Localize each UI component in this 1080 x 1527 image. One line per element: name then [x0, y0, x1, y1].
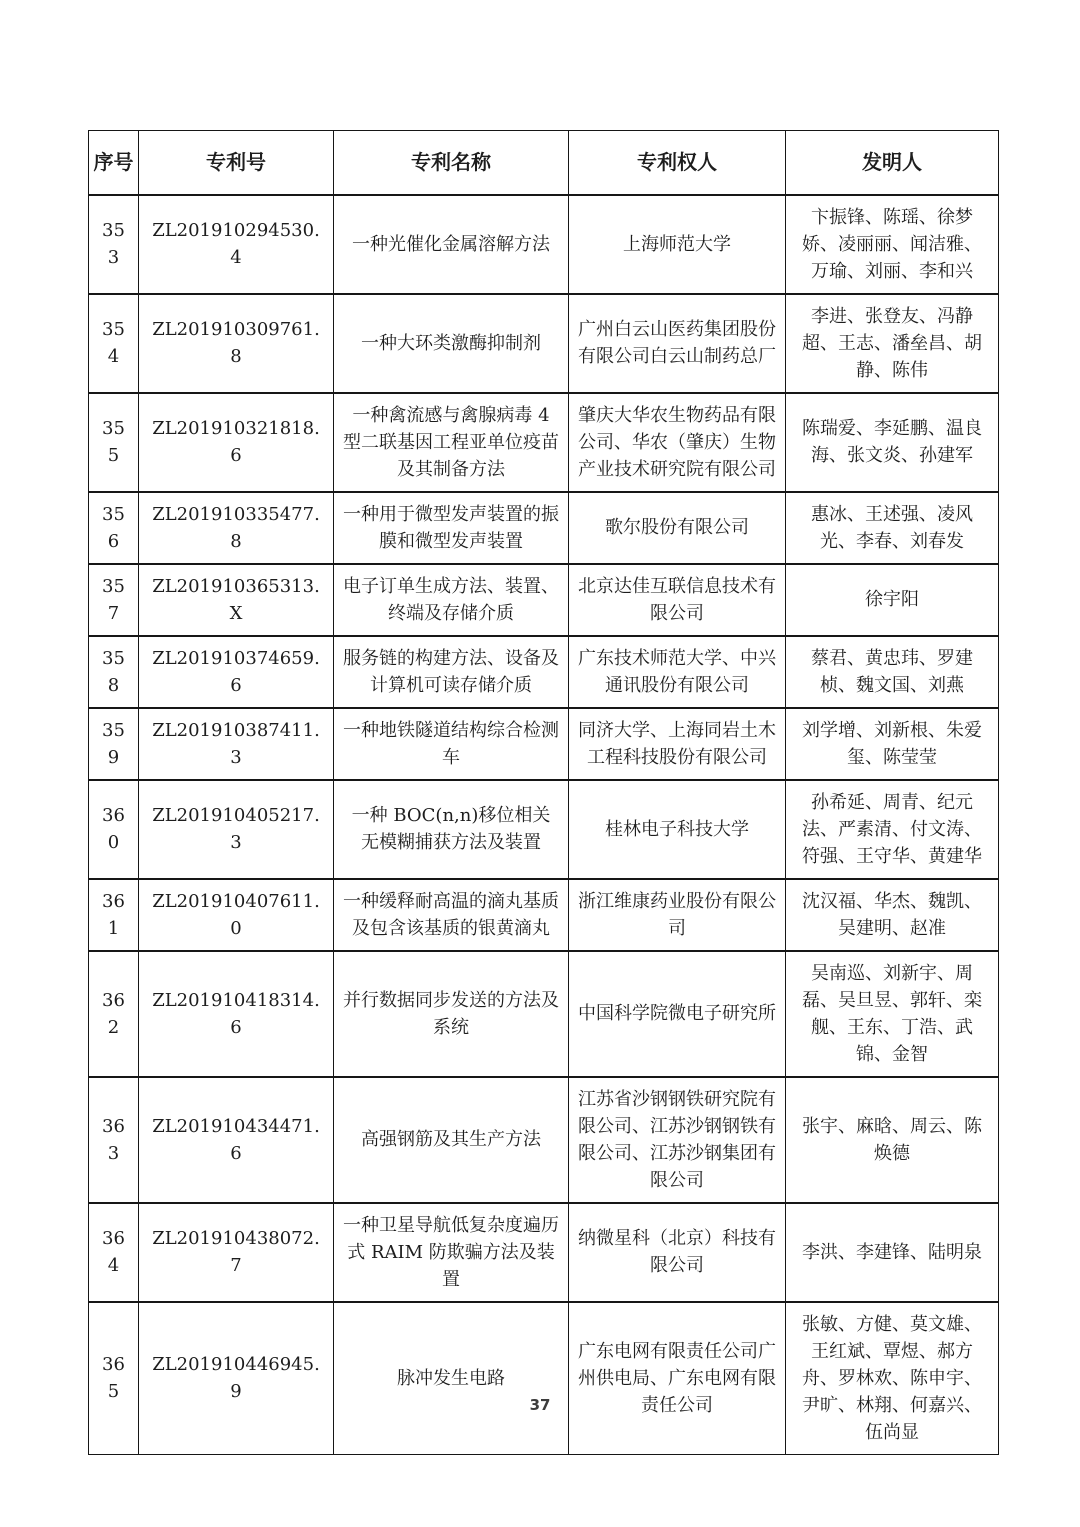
cell-patent-number: ZL201910407611.0 — [139, 879, 334, 951]
cell-patent-holder: 同济大学、上海同岩土木工程科技股份有限公司 — [569, 708, 786, 780]
page-number: 37 — [529, 1396, 551, 1414]
cell-patent-number: ZL201910335477.8 — [139, 492, 334, 564]
table-body — [89, 195, 999, 1455]
table-row — [89, 393, 999, 492]
header-patent-name: 专利名称 — [334, 131, 569, 195]
cell-patent-name: 一种缓释耐高温的滴丸基质及包含该基质的银黄滴丸 — [334, 879, 569, 951]
cell-index: 364 — [89, 1203, 139, 1302]
cell-patent-number: ZL201910309761.8 — [139, 294, 334, 393]
cell-inventors: 徐宇阳 — [786, 564, 999, 636]
table-row — [89, 564, 999, 636]
cell-patent-holder: 纳微星科（北京）科技有限公司 — [569, 1203, 786, 1302]
cell-patent-number: ZL201910418314.6 — [139, 951, 334, 1077]
cell-patent-holder: 广东电网有限责任公司广州供电局、广东电网有限责任公司 — [569, 1302, 786, 1455]
header-index: 序号 — [89, 131, 139, 195]
cell-index: 361 — [89, 879, 139, 951]
cell-index: 363 — [89, 1077, 139, 1203]
cell-patent-holder: 中国科学院微电子研究所 — [569, 951, 786, 1077]
cell-patent-name: 一种 BOC(n,n)移位相关无模糊捕获方法及装置 — [334, 780, 569, 879]
cell-patent-name: 并行数据同步发送的方法及系统 — [334, 951, 569, 1077]
cell-index: 360 — [89, 780, 139, 879]
cell-patent-name: 一种禽流感与禽腺病毒 4 型二联基因工程亚单位疫苗及其制备方法 — [334, 393, 569, 492]
header-patent-holder: 专利权人 — [569, 131, 786, 195]
cell-inventors: 卞振锋、陈瑶、徐梦娇、凌丽丽、闻洁雅、万瑜、刘丽、李和兴 — [786, 195, 999, 294]
cell-inventors: 孙希延、周青、纪元法、严素清、付文涛、符强、王守华、黄建华 — [786, 780, 999, 879]
cell-patent-holder: 江苏省沙钢钢铁研究院有限公司、江苏沙钢钢铁有限公司、江苏沙钢集团有限公司 — [569, 1077, 786, 1203]
cell-patent-number: ZL201910365313.X — [139, 564, 334, 636]
table-row — [89, 294, 999, 393]
cell-index: 359 — [89, 708, 139, 780]
table-row — [89, 1203, 999, 1302]
cell-index: 353 — [89, 195, 139, 294]
table-row — [89, 708, 999, 780]
cell-inventors: 沈汉福、华杰、魏凯、吴建明、赵准 — [786, 879, 999, 951]
cell-inventors: 李进、张登友、冯静超、王志、潘垒昌、胡静、陈伟 — [786, 294, 999, 393]
cell-inventors: 刘学增、刘新根、朱爱玺、陈莹莹 — [786, 708, 999, 780]
cell-patent-number: ZL201910434471.6 — [139, 1077, 334, 1203]
cell-patent-name: 一种地铁隧道结构综合检测车 — [334, 708, 569, 780]
cell-patent-name: 高强钢筋及其生产方法 — [334, 1077, 569, 1203]
cell-inventors: 蔡君、黄忠玮、罗建桢、魏文国、刘燕 — [786, 636, 999, 708]
cell-patent-name: 一种光催化金属溶解方法 — [334, 195, 569, 294]
table-row — [89, 780, 999, 879]
cell-index: 356 — [89, 492, 139, 564]
cell-patent-number: ZL201910405217.3 — [139, 780, 334, 879]
cell-patent-name: 服务链的构建方法、设备及计算机可读存储介质 — [334, 636, 569, 708]
cell-patent-number: ZL201910387411.3 — [139, 708, 334, 780]
cell-patent-name: 电子订单生成方法、装置、终端及存储介质 — [334, 564, 569, 636]
cell-index: 357 — [89, 564, 139, 636]
cell-patent-number: ZL201910374659.6 — [139, 636, 334, 708]
cell-inventors: 张宇、麻晗、周云、陈焕德 — [786, 1077, 999, 1203]
cell-inventors: 陈瑞爱、李延鹏、温良海、张文炎、孙建军 — [786, 393, 999, 492]
table-row — [89, 951, 999, 1077]
table-header — [89, 131, 999, 195]
table-header-row — [89, 131, 999, 195]
table-row — [89, 1302, 999, 1455]
cell-index: 354 — [89, 294, 139, 393]
table-row — [89, 636, 999, 708]
cell-patent-holder: 北京达佳互联信息技术有限公司 — [569, 564, 786, 636]
table-row — [89, 1077, 999, 1203]
table-row — [89, 492, 999, 564]
header-patent-number: 专利号 — [139, 131, 334, 195]
table-row — [89, 879, 999, 951]
cell-patent-number: ZL201910446945.9 — [139, 1302, 334, 1455]
cell-inventors: 张敏、方健、莫文雄、王红斌、覃煜、郝方舟、罗林欢、陈申宇、尹旷、林翔、何嘉兴、伍尚显 — [786, 1302, 999, 1455]
cell-patent-holder: 肇庆大华农生物药品有限公司、华农（肇庆）生物产业技术研究院有限公司 — [569, 393, 786, 492]
cell-patent-holder: 浙江维康药业股份有限公司 — [569, 879, 786, 951]
cell-index: 365 — [89, 1302, 139, 1455]
cell-patent-holder: 广州白云山医药集团股份有限公司白云山制药总厂 — [569, 294, 786, 393]
cell-inventors: 李洪、李建锋、陆明泉 — [786, 1203, 999, 1302]
cell-patent-number: ZL201910294530.4 — [139, 195, 334, 294]
cell-patent-holder: 歌尔股份有限公司 — [569, 492, 786, 564]
cell-inventors: 吴南巡、刘新宇、周磊、吴旦昱、郭轩、栾舰、王东、丁浩、武锦、金智 — [786, 951, 999, 1077]
cell-patent-number: ZL201910321818.6 — [139, 393, 334, 492]
cell-inventors: 惠冰、王述强、凌风光、李春、刘春发 — [786, 492, 999, 564]
cell-patent-holder: 桂林电子科技大学 — [569, 780, 786, 879]
cell-patent-name: 脉冲发生电路 — [334, 1302, 569, 1455]
cell-patent-name: 一种用于微型发声装置的振膜和微型发声装置 — [334, 492, 569, 564]
cell-patent-name: 一种大环类激酶抑制剂 — [334, 294, 569, 393]
cell-patent-number: ZL201910438072.7 — [139, 1203, 334, 1302]
cell-patent-name: 一种卫星导航低复杂度遍历式 RAIM 防欺骗方法及装置 — [334, 1203, 569, 1302]
table-row — [89, 195, 999, 294]
header-inventors: 发明人 — [786, 131, 999, 195]
cell-index: 358 — [89, 636, 139, 708]
cell-index: 355 — [89, 393, 139, 492]
cell-patent-holder: 上海师范大学 — [569, 195, 786, 294]
cell-patent-holder: 广东技术师范大学、中兴通讯股份有限公司 — [569, 636, 786, 708]
patent-table — [88, 130, 999, 1455]
cell-index: 362 — [89, 951, 139, 1077]
